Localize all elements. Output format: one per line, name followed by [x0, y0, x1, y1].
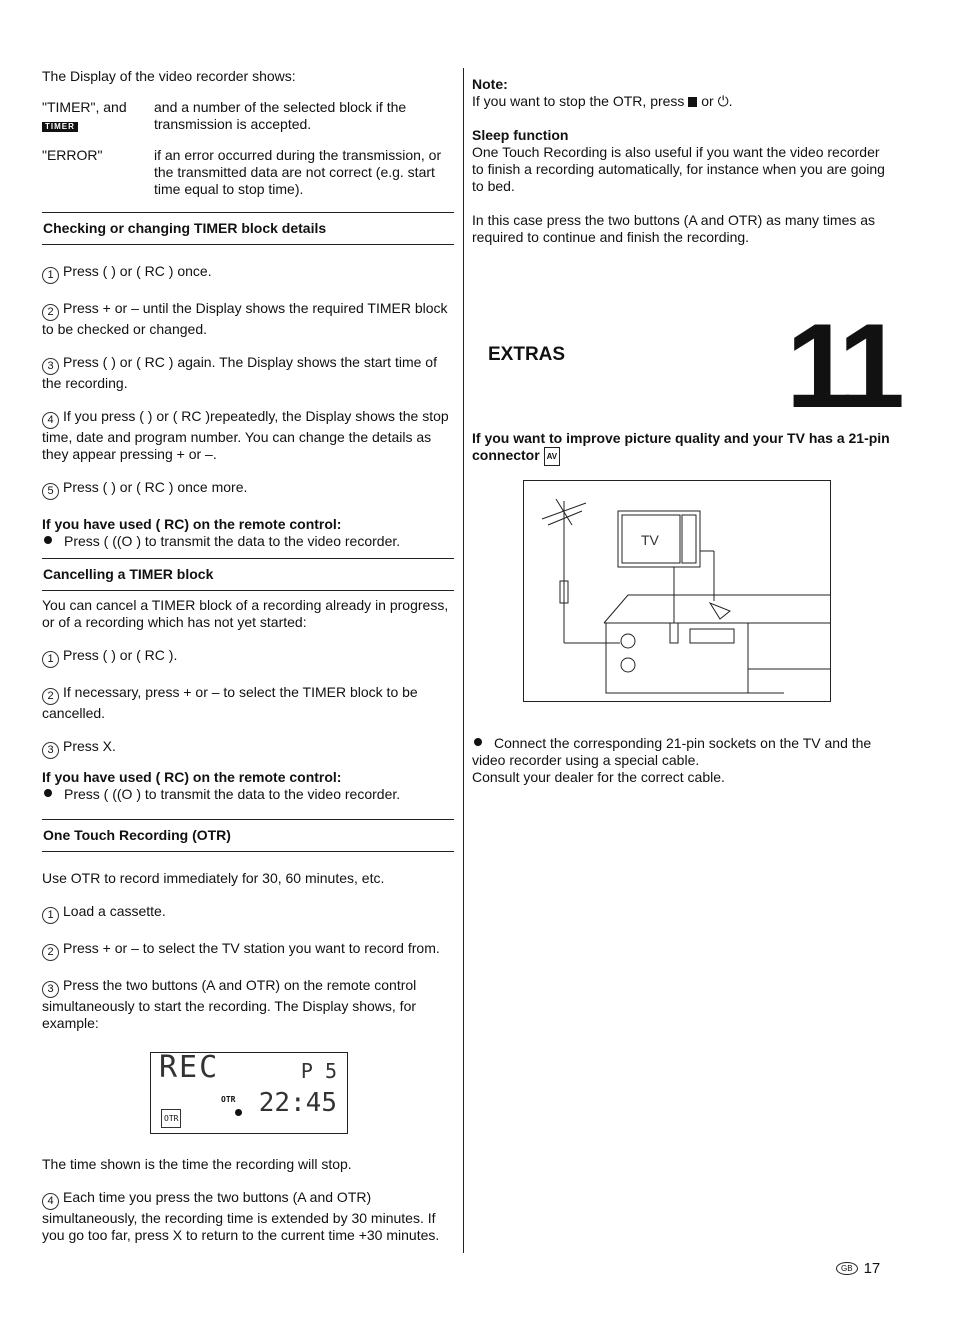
display-label-error: "ERROR" — [42, 147, 103, 163]
tv-label: TV — [641, 532, 659, 548]
column-divider — [463, 68, 464, 1253]
section-heading-checking: Checking or changing TIMER block details — [42, 212, 454, 245]
bullet-icon — [474, 738, 482, 746]
consult-text: Consult your dealer for the correct cable. — [472, 769, 725, 785]
display-row-timer — [42, 99, 454, 133]
remote-heading-1: If you have used ( RC) on the remote control: — [42, 516, 342, 532]
step-check-2: 2 Press + or – until the Display shows the required TIMER block to be checked or changed. — [42, 300, 448, 337]
bullet-icon — [44, 536, 52, 544]
otr-after-text: The time shown is the time the recording will stop. — [42, 1156, 352, 1172]
section-heading-cancelling: Cancelling a TIMER block — [42, 558, 454, 591]
lcd-program-text: P 5 — [300, 1059, 337, 1083]
note-text: If you want to stop the OTR, press or ⏻. — [472, 93, 733, 109]
page-footer — [836, 1260, 880, 1277]
display-label-timer: "TIMER", and — [42, 99, 127, 115]
sleep-heading: Sleep function — [472, 127, 569, 143]
step-check-1: 1 Press ( ) or ( RC ) once. — [42, 263, 454, 284]
cancel-intro: You can cancel a TIMER block of a recording already in progress, or of a recording which has not yet started: — [42, 597, 449, 630]
display-text-timer: and a number of the selected block if the transmission is accepted. — [154, 99, 407, 132]
section-heading-otr: One Touch Recording (OTR) — [42, 819, 454, 852]
page-number: 17 — [863, 1260, 881, 1277]
step-cancel-1: 1 Press ( ) or ( RC ). — [42, 647, 454, 668]
power-icon: ⏻ — [717, 93, 729, 109]
connection-diagram-svg — [524, 481, 830, 701]
step-check-4: 4 If you press ( ) or ( RC )repeatedly, the Display shows the stop time, date and program number. You can change the details as they appear pressing + or –. — [42, 408, 449, 462]
sleep-text-2: In this case press the two buttons (A and OTR) as many times as required to continue and finish the recording. — [472, 212, 876, 245]
tv-icon — [618, 511, 714, 601]
video-recorder-icon — [604, 567, 830, 693]
lcd-rec-text: REC — [159, 1050, 220, 1085]
display-text-error: if an error occurred during the transmission, or the transmitted data are not correct (e.g. start time equal to stop time). — [154, 147, 442, 197]
step-otr-3: 3 Press the two buttons (A and OTR) on the remote control simultaneously to start the recording. The Display shows, for example: — [42, 977, 417, 1031]
chapter-number: 11 — [786, 299, 897, 433]
antenna-icon — [542, 499, 620, 643]
step-otr-2: 2 Press + or – to select the TV station you want to record from. — [42, 940, 454, 961]
remote-text-2: Press ( ((O ) to transmit the data to the video recorder. — [42, 786, 454, 803]
step-cancel-3: 3 Press X. — [42, 738, 454, 759]
av-icon: AV — [544, 447, 561, 466]
step-check-5: 5 Press ( ) or ( RC ) once more. — [42, 479, 454, 500]
display-intro: The Display of the video recorder shows: — [42, 68, 296, 84]
lcd-otr-box: OTR — [161, 1109, 181, 1128]
note-heading: Note: — [472, 76, 508, 92]
bullet-icon — [44, 789, 52, 797]
picture-quality-heading: If you want to improve picture quality and your TV has a 21-pin connector AV — [472, 430, 892, 466]
step-check-3: 3 Press ( ) or ( RC ) again. The Display shows the start time of the recording. — [42, 354, 437, 391]
lcd-dot-icon — [235, 1109, 242, 1116]
lcd-otr-label: OTR — [221, 1095, 236, 1104]
remote-text-1: Press ( ((O ) to transmit the data to the video recorder. — [42, 533, 454, 550]
extras-title: EXTRAS — [488, 344, 566, 365]
stop-icon — [688, 97, 697, 107]
sleep-text: One Touch Recording is also useful if you want the video recorder to finish a recording automatically, for instance when you are going to bed. — [472, 144, 885, 194]
connect-instructions: Connect the corresponding 21-pin sockets on the TV and the video recorder using a special cable. Consult your dealer for the correct cable. — [472, 735, 892, 786]
display-row-error — [42, 147, 454, 198]
step-cancel-2: 2 If necessary, press + or – to select the TIMER block to be cancelled. — [42, 684, 418, 721]
left-column — [42, 68, 454, 1244]
lcd-display-example — [150, 1052, 348, 1134]
timer-badge: TIMER — [42, 122, 78, 132]
step-otr-1: 1 Load a cassette. — [42, 903, 454, 924]
connection-diagram — [523, 480, 831, 702]
lcd-time-text: 22:45 — [258, 1088, 337, 1118]
step-otr-4: 4 Each time you press the two buttons (A and OTR) simultaneously, the recording time is extended by 30 minutes. If you go too far, press X to return to the current time +30 minutes. — [42, 1189, 440, 1243]
right-column — [472, 76, 892, 246]
remote-heading-2: If you have used ( RC) on the remote control: — [42, 769, 342, 785]
otr-intro: Use OTR to record immediately for 30, 60 minutes, etc. — [42, 870, 385, 886]
language-badge: GB — [836, 1262, 858, 1275]
